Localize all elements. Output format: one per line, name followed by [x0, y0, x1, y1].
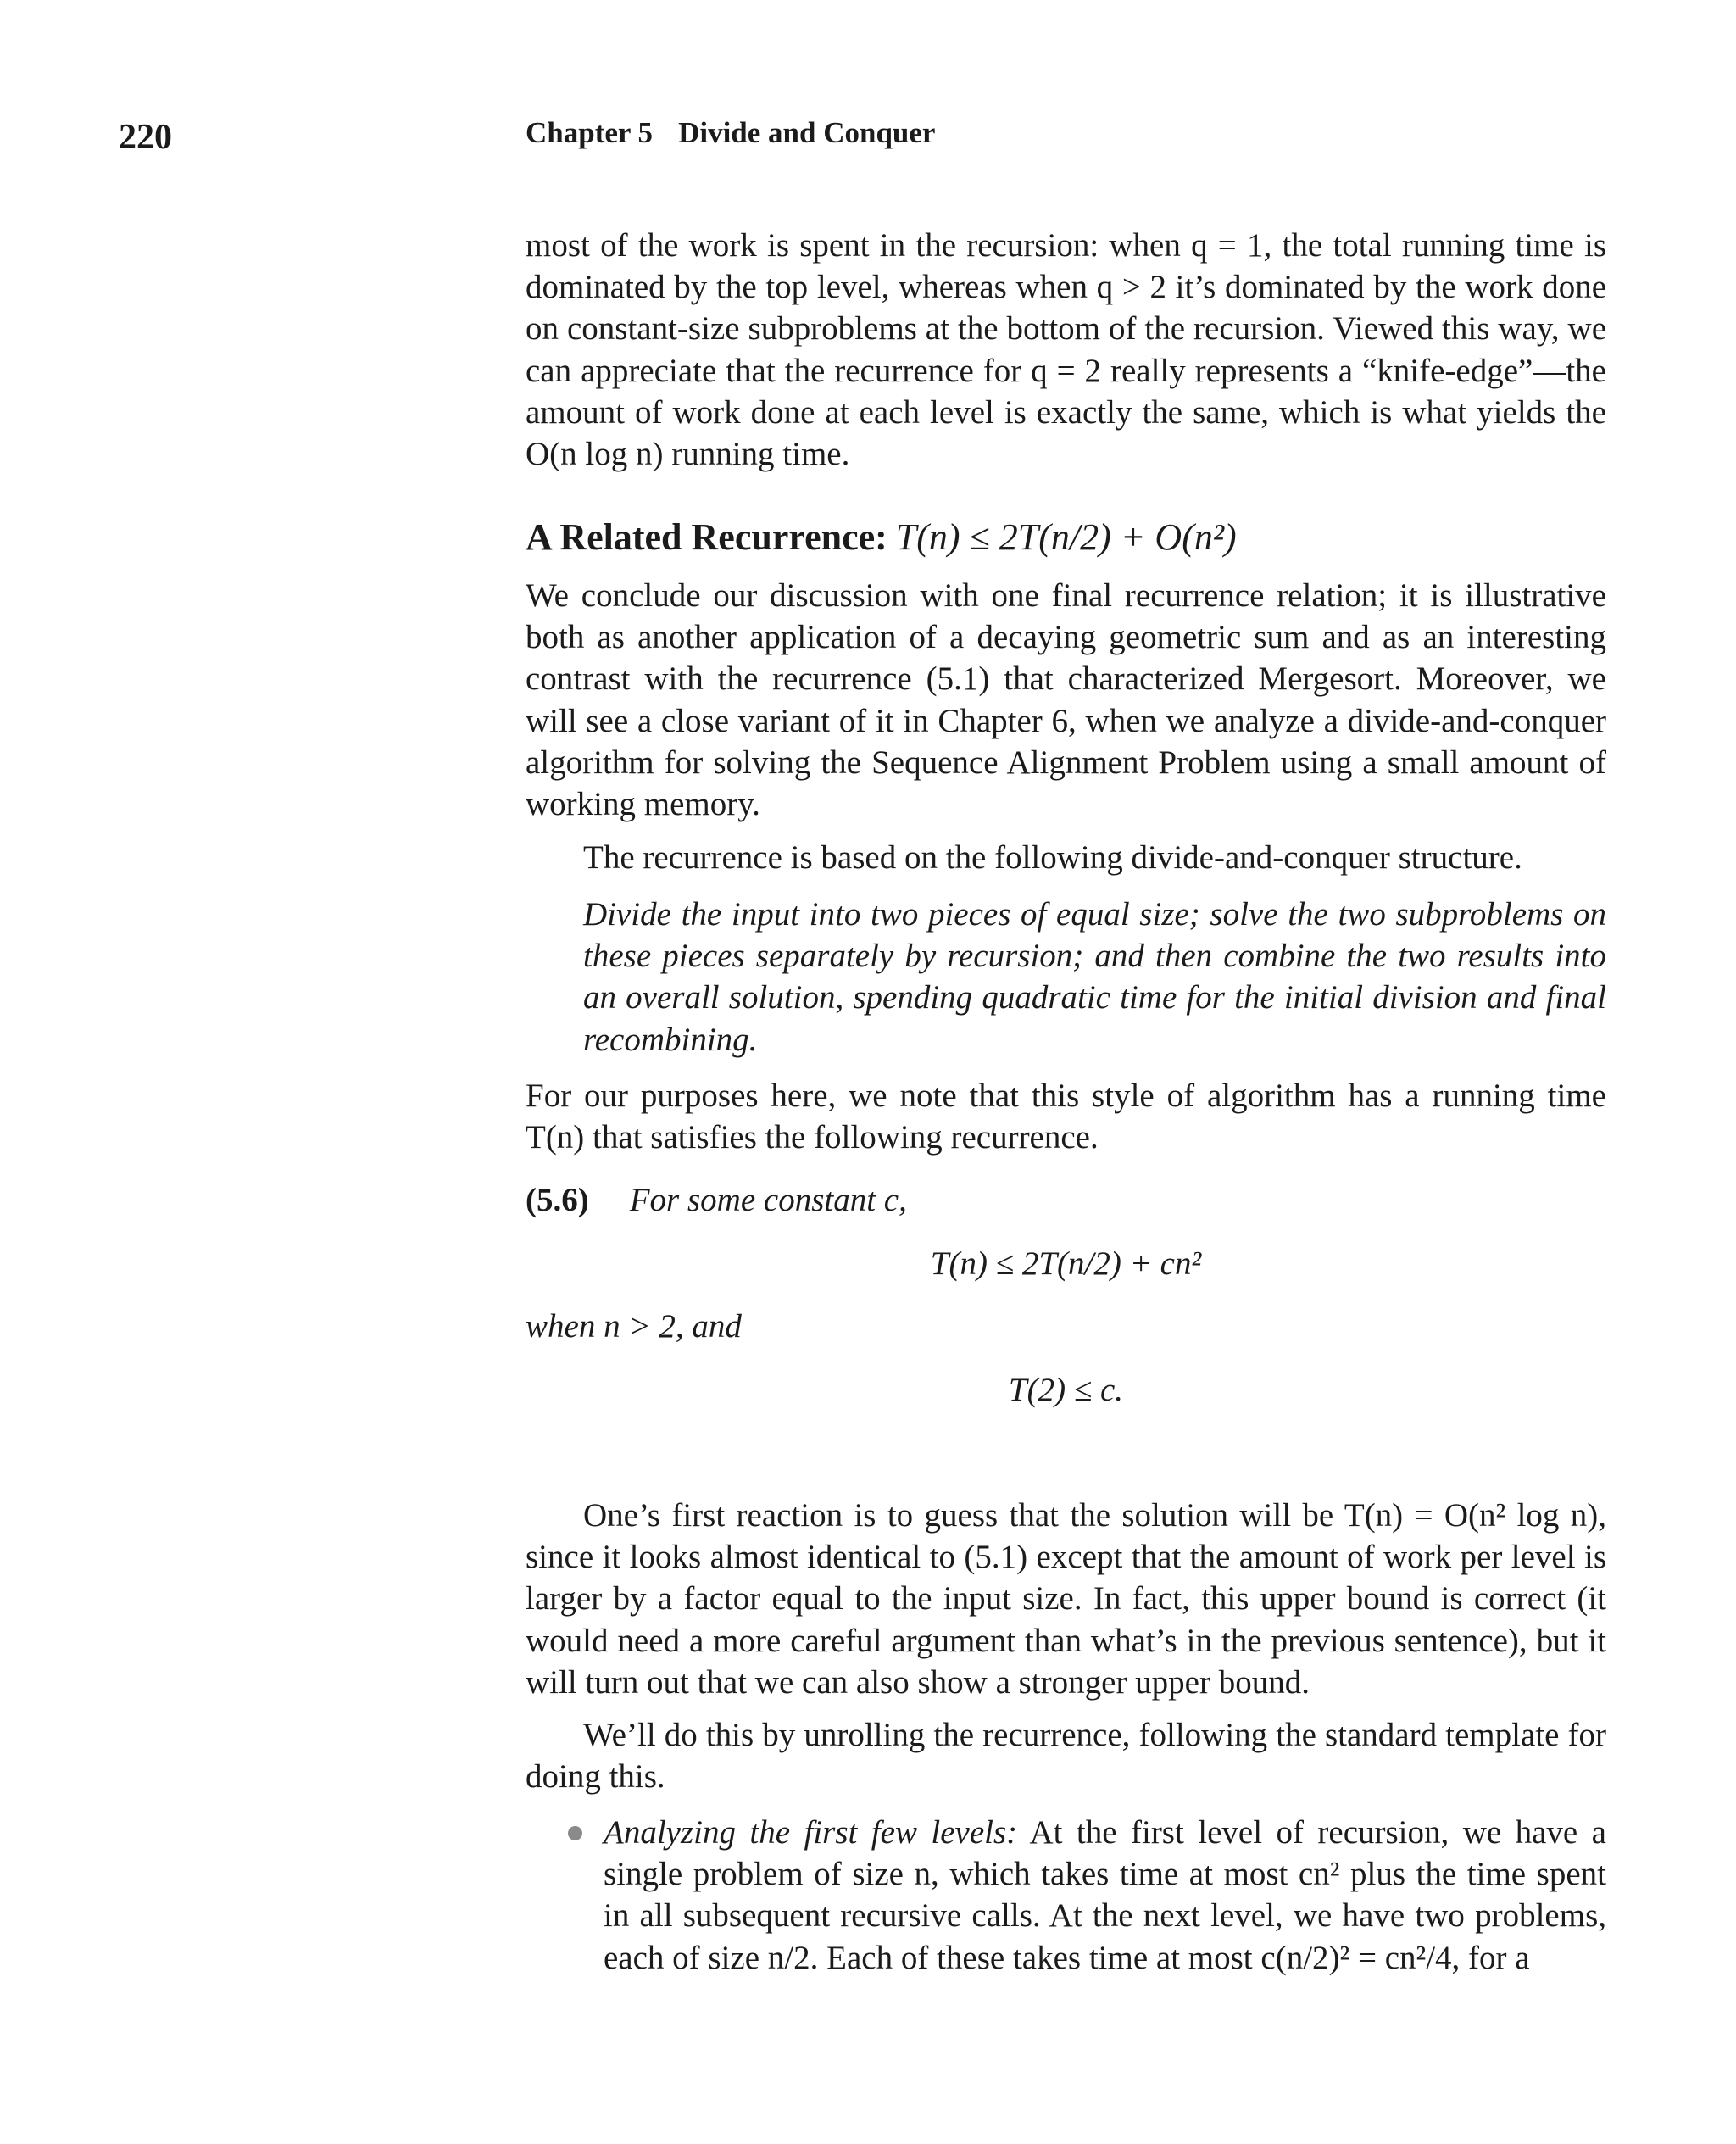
equation-base-case: T(2) ≤ c. — [1008, 1372, 1124, 1408]
paragraph-conclude — [526, 575, 1606, 825]
paragraph-intro-text: most of the work is spent in the recursion: when q = 1, the total running time is dominated by the top level, whereas when q > 2 it’s dominated by the work done on constant-size subproblems at the bottom of the recursion. Viewed this way, we can appreciate that the recurrence for q = 2 really represents a “knife-edge”—the amount of work done at each level is exactly the same, which is what yields the O(n log n) running time. — [526, 227, 1606, 473]
statement-condition — [526, 1307, 742, 1345]
running-head — [526, 116, 935, 150]
page-number: 220 — [119, 118, 172, 157]
bullet-lead: Analyzing the first few levels: — [604, 1814, 1018, 1851]
paragraph-unroll-text: We’ll do this by unrolling the recurrence, following the standard template for doing this. — [526, 1717, 1606, 1796]
block-quote-text: Divide the input into two pieces of equal size; solve the two subproblems on these pieces separately by recursion; and then combine the two results into an overall solution, spending quadratic time for the initial division and final recombining. — [583, 896, 1606, 1058]
chapter-label: Chapter 5 — [526, 116, 654, 149]
equation-recurrence: T(n) ≤ 2T(n/2) + cn² — [930, 1245, 1202, 1282]
paragraph-structure-text: The recurrence is based on the following divide-and-conquer structure. — [583, 839, 1522, 876]
statement-condition-text: when n > 2, and — [526, 1308, 742, 1345]
paragraph-structure — [526, 837, 1606, 878]
statement-label: (5.6) — [526, 1182, 589, 1218]
bullet-text: At the first level of recursion, we have a single problem of size n, which takes time at most cn² plus the time spent in all subsequent recursive calls. At the next level, we have two problems, each of size n/2. Each of these takes time at most c(n/2)² = cn²/4, for a — [604, 1814, 1606, 1976]
paragraph-purposes — [526, 1075, 1606, 1158]
section-heading-formula: T(n) ≤ 2T(n/2) + O(n²) — [895, 516, 1237, 558]
paragraph-unroll — [526, 1714, 1606, 1797]
chapter-title: Divide and Conquer — [678, 116, 936, 149]
statement-text: For some constant c, — [629, 1182, 907, 1218]
block-quote — [583, 894, 1606, 1061]
statement-header — [526, 1181, 907, 1219]
paragraph-reaction-text: One’s first reaction is to guess that the solution will be T(n) = O(n² log n), since it looks almost identical to (5.1) except that the amount of work per level is larger by a factor equal to the input size. In fact, this upper bound is correct (it would need a more careful argument than what’s in the previous sentence), but it will turn out that we can also show a stronger upper bound. — [526, 1497, 1606, 1701]
section-heading — [526, 515, 1237, 559]
section-heading-lead: A Related Recurrence: — [526, 516, 887, 558]
paragraph-purposes-text: For our purposes here, we note that this style of algorithm has a running time T(n) that satisfies the following recurrence. — [526, 1078, 1606, 1156]
paragraph-conclude-text: We conclude our discussion with one final recurrence relation; it is illustrative both as another application of a decaying geometric sum and as an interesting contrast with the recurrence (5.1) that characterized Mergesort. Moreover, we will see a close variant of it in Chapter 6, when we analyze a divide-and-conquer algorithm for solving the Sequence Alignment Problem using a small amount of working memory. — [526, 577, 1606, 823]
paragraph-reaction — [526, 1495, 1606, 1703]
bullet-dot-icon — [568, 1826, 582, 1840]
bullet-body — [604, 1812, 1606, 1979]
paragraph-intro — [526, 225, 1606, 475]
